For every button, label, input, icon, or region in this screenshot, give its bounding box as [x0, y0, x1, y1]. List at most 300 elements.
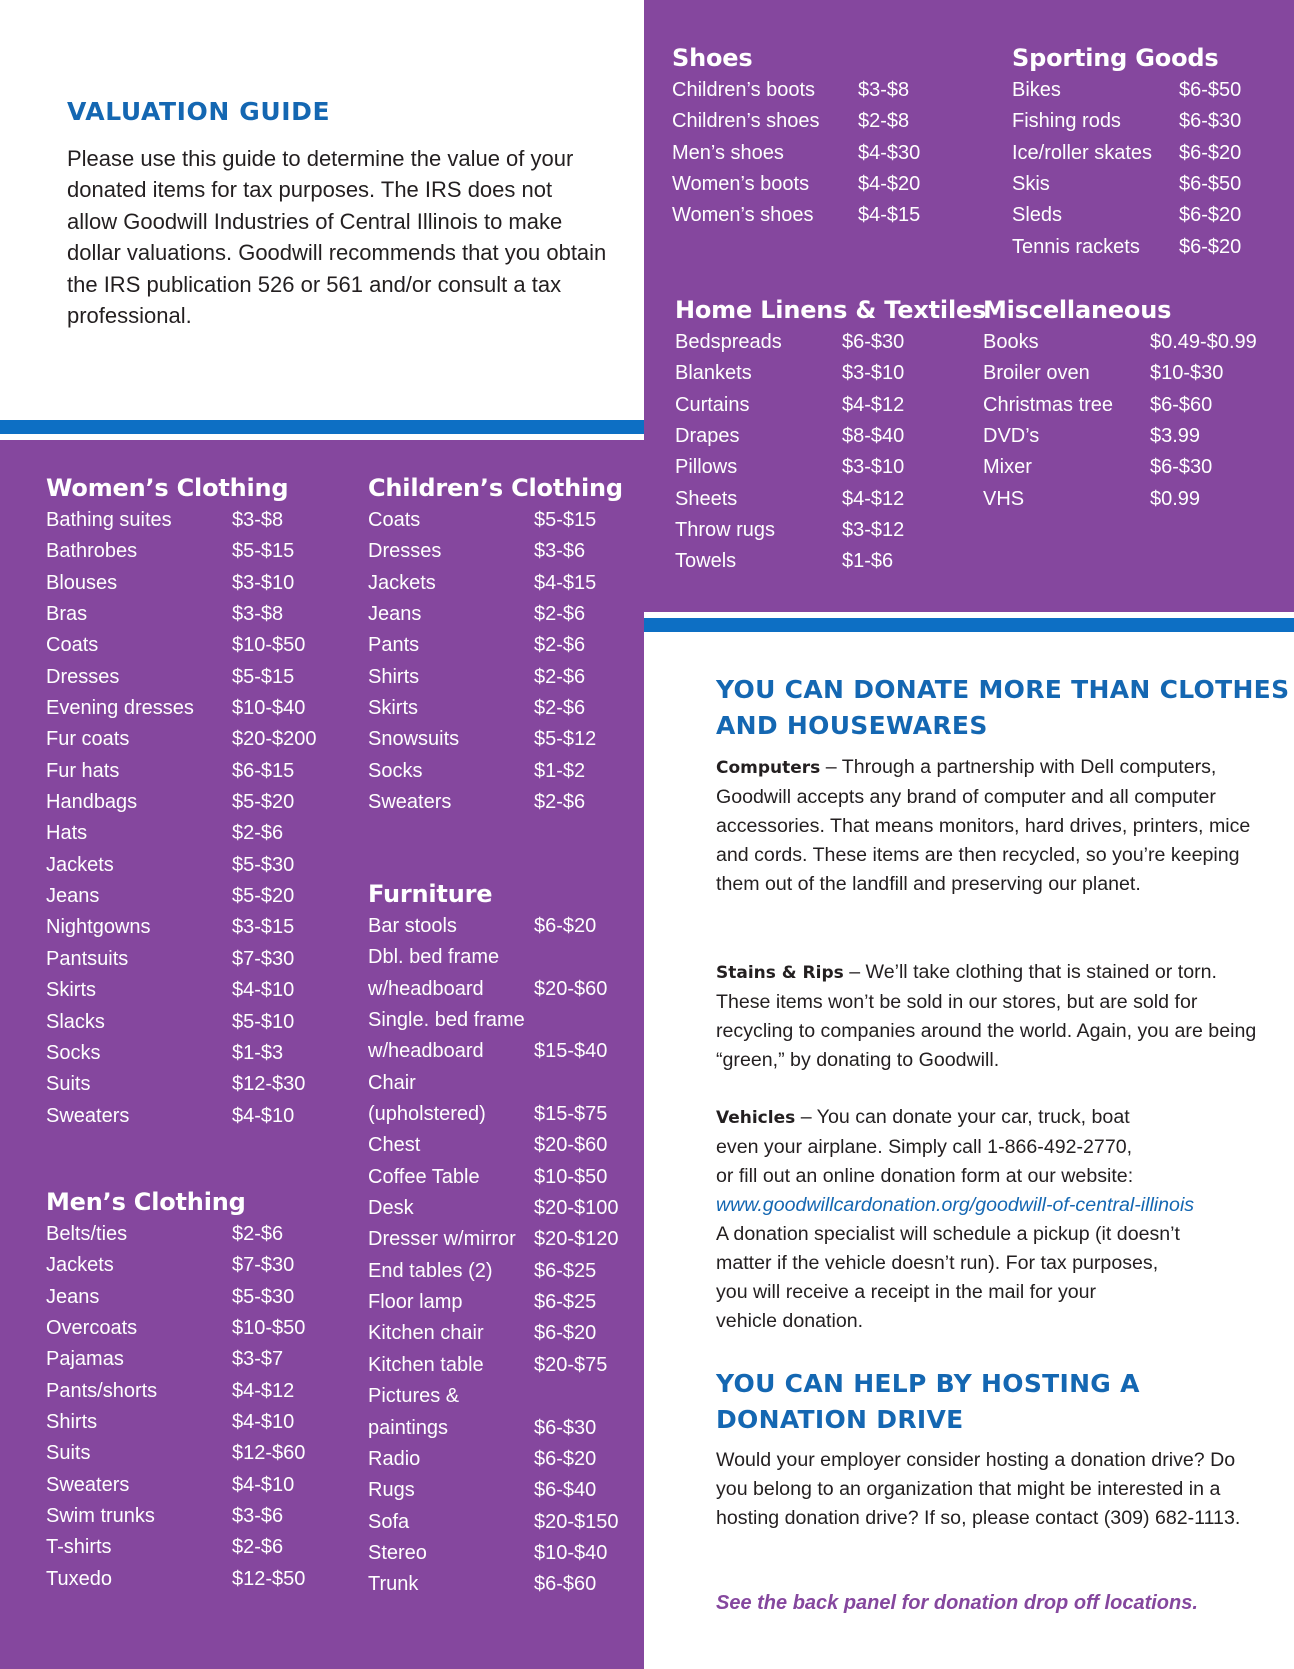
item-value: $10-$40 — [534, 1541, 608, 1564]
furniture-section — [368, 880, 619, 1603]
item-value: $15-$40 — [534, 1040, 608, 1063]
item-value: $4-$15 — [534, 571, 597, 594]
price-row — [46, 1409, 305, 1440]
item-value: $6-$40 — [534, 1479, 597, 1502]
price-row — [46, 1252, 305, 1283]
price-row — [46, 601, 317, 632]
donation-drive-heading-line1: YOU CAN HELP BY HOSTING A — [716, 1369, 1140, 1398]
stains-lead: Stains & Rips — [716, 963, 844, 983]
item-value: $3-$12 — [842, 519, 905, 542]
item-label: Mixer — [983, 456, 1032, 479]
price-row — [1012, 108, 1241, 139]
item-value: $6-$30 — [842, 331, 905, 353]
price-row — [368, 1446, 619, 1477]
donation-drive-heading — [716, 1366, 1140, 1438]
item-label: Kitchen chair — [368, 1322, 484, 1345]
item-label: Sheets — [675, 487, 738, 510]
item-label: Pants/shorts — [46, 1379, 158, 1402]
price-row — [368, 976, 619, 1007]
item-label: Fur hats — [46, 759, 120, 782]
vehicles-line3: or fill out an online donation form at our website: — [716, 1165, 1134, 1187]
item-value: $1-$3 — [232, 1041, 284, 1064]
price-row — [983, 360, 1257, 391]
item-value: $4-$10 — [232, 1104, 295, 1127]
item-label: Children’s boots — [672, 79, 816, 101]
vehicles-lead: Vehicles — [716, 1108, 796, 1128]
computers-lead: Computers — [716, 758, 821, 778]
item-value: $4-$10 — [232, 979, 295, 1002]
item-value: $3-$8 — [858, 79, 910, 101]
item-value: $2-$6 — [534, 791, 586, 814]
item-value: $5-$15 — [534, 509, 597, 531]
item-value: $20-$60 — [534, 1134, 608, 1157]
item-label: Desk — [368, 1197, 414, 1220]
item-value: $1-$6 — [842, 550, 894, 573]
price-row — [675, 329, 986, 360]
item-label: Dresser w/mirror — [368, 1228, 516, 1251]
item-label: paintings — [368, 1416, 449, 1439]
item-label: Sofa — [368, 1510, 410, 1533]
donation-drive-heading-line2: DONATION DRIVE — [716, 1405, 964, 1434]
item-label: Slacks — [46, 1010, 105, 1033]
price-row — [46, 1315, 305, 1346]
item-value: $10-$50 — [232, 1317, 306, 1340]
item-value: $20-$150 — [534, 1510, 619, 1533]
donation-website-link[interactable]: www.goodwillcardonation.org/goodwill-of-central-illinois — [716, 1194, 1195, 1216]
item-label: Jeans — [368, 603, 422, 626]
item-label: T-shirts — [46, 1536, 112, 1559]
donate-more-heading-line1: YOU CAN DONATE MORE THAN CLOTHES — [716, 675, 1290, 704]
stains-text: – We’ll take clothing that is stained or torn. These items won’t be sold in our stores, but are sold for recycling to companies around the world. Again, you are being “green,” by donating to Goodwill. — [716, 961, 1257, 1071]
price-row — [46, 570, 317, 601]
item-label: Pictures & — [368, 1385, 460, 1408]
price-row — [983, 486, 1257, 517]
price-row — [672, 108, 920, 139]
price-row — [368, 1415, 619, 1446]
item-label: Blouses — [46, 571, 118, 594]
item-label: Bathing suites — [46, 509, 172, 531]
item-value: $5-$15 — [232, 540, 295, 563]
price-row — [1012, 140, 1241, 171]
price-row — [46, 1103, 317, 1134]
item-value: $10-$40 — [232, 697, 306, 720]
item-value: $3-$10 — [842, 362, 905, 385]
item-label: Throw rugs — [675, 519, 776, 542]
vehicles-line7: you will receive a receipt in the mail for your — [716, 1281, 1097, 1303]
item-value: $6-$60 — [1150, 393, 1213, 416]
home-linens-section — [675, 296, 986, 580]
price-row — [46, 1346, 305, 1377]
price-row — [672, 202, 920, 233]
vehicles-line1: – You can donate your car, truck, boat — [795, 1106, 1130, 1128]
price-row — [1012, 171, 1241, 202]
item-label: DVD’s — [983, 425, 1040, 448]
item-value: $3.99 — [1150, 425, 1201, 448]
item-value: $10-$50 — [232, 634, 306, 657]
price-row — [46, 695, 317, 726]
item-value: $5-$20 — [232, 791, 295, 814]
item-label: Trunk — [368, 1573, 419, 1596]
item-value: $5-$30 — [232, 853, 295, 876]
computers-text: – Through a partnership with Dell computers, Goodwill accepts any brand of computer and all computer accessories. That means monitors, hard drives, printers, mice and cords. These items are then recycled, so you’re keeping them out of the landfill and preserving our planet. — [716, 756, 1251, 895]
item-label: Books — [983, 331, 1039, 353]
price-row — [46, 1440, 305, 1471]
item-label: Socks — [46, 1041, 101, 1064]
item-value: $2-$6 — [232, 1223, 284, 1245]
price-row — [672, 171, 920, 202]
price-row — [368, 538, 623, 569]
price-row — [46, 883, 317, 914]
price-row — [46, 1503, 305, 1534]
item-value: $0.49-$0.99 — [1150, 331, 1257, 353]
item-label: Pants — [368, 634, 420, 657]
sporting-goods-section — [1012, 44, 1241, 265]
item-label: Coats — [46, 634, 99, 657]
price-row — [368, 601, 623, 632]
right-blue-stripe — [644, 618, 1294, 632]
item-value: $0.99 — [1150, 487, 1201, 510]
childrens-clothing-section — [368, 474, 623, 820]
item-value: $6-$20 — [1179, 141, 1242, 164]
item-value: $6-$20 — [534, 1447, 597, 1470]
item-value: $4-$12 — [842, 487, 905, 510]
price-row — [672, 77, 920, 108]
price-row — [46, 1472, 305, 1503]
item-value: $6-$25 — [534, 1291, 597, 1314]
price-row — [368, 789, 623, 820]
price-row — [46, 1566, 305, 1597]
vehicles-line2: even your airplane. Simply call 1-866-492-2770, — [716, 1136, 1133, 1158]
price-row — [368, 1258, 619, 1289]
item-label: Fur coats — [46, 728, 130, 751]
item-label: Jackets — [368, 571, 436, 594]
price-row — [46, 507, 317, 538]
left-blue-stripe — [0, 420, 644, 434]
item-label: Skirts — [46, 979, 96, 1002]
item-label: Snowsuits — [368, 728, 460, 751]
item-label: Jeans — [46, 885, 100, 908]
price-row — [983, 329, 1257, 360]
item-label: Fishing rods — [1012, 110, 1121, 133]
price-row — [368, 1383, 619, 1414]
item-label: Kitchen table — [368, 1353, 484, 1376]
price-row — [368, 1007, 619, 1038]
stains-paragraph — [716, 958, 1264, 1075]
item-label: Suits — [46, 1073, 91, 1096]
item-label: Jackets — [46, 1254, 114, 1277]
price-row — [46, 977, 317, 1008]
item-label: Chair — [368, 1071, 416, 1094]
price-row — [46, 664, 317, 695]
item-value: $6-$30 — [1179, 110, 1242, 133]
price-row — [368, 1289, 619, 1320]
price-row — [1012, 202, 1241, 233]
item-label: Single. bed frame — [368, 1009, 525, 1032]
item-value: $7-$30 — [232, 947, 295, 970]
section-title: Children’s Clothing — [368, 474, 623, 502]
item-label: Belts/ties — [46, 1223, 128, 1245]
section-title: Furniture — [368, 880, 493, 908]
price-row — [368, 758, 623, 789]
item-label: Dresses — [368, 540, 442, 563]
item-value: $6-$30 — [534, 1416, 597, 1439]
item-value: $3-$10 — [232, 571, 295, 594]
price-row — [368, 1226, 619, 1257]
vehicles-line5: A donation specialist will schedule a pickup (it doesn’t — [716, 1223, 1180, 1245]
section-title: Women’s Clothing — [46, 474, 289, 502]
item-label: VHS — [983, 487, 1025, 510]
item-value: $3-$15 — [232, 916, 295, 939]
item-label: Pajamas — [46, 1348, 124, 1371]
price-row — [368, 1509, 619, 1540]
price-row — [675, 486, 986, 517]
item-label: Tennis rackets — [1012, 235, 1140, 258]
item-value: $20-$200 — [232, 728, 317, 751]
item-label: Women’s boots — [672, 173, 810, 196]
item-value: $3-$6 — [232, 1505, 284, 1528]
item-value: $4-$12 — [232, 1379, 295, 1402]
item-value: $5-$30 — [232, 1285, 295, 1308]
item-label: Dbl. bed frame — [368, 946, 500, 969]
item-value: $3-$6 — [534, 540, 586, 563]
section-title: Miscellaneous — [983, 296, 1172, 324]
price-row — [1012, 234, 1241, 265]
price-row — [46, 726, 317, 757]
price-row — [368, 1352, 619, 1383]
item-label: Dresses — [46, 665, 120, 688]
price-row — [46, 1221, 305, 1252]
price-row — [368, 695, 623, 726]
item-label: Bras — [46, 603, 88, 626]
item-value: $4-$30 — [858, 141, 921, 164]
item-value: $8-$40 — [842, 425, 905, 448]
price-row — [675, 392, 986, 423]
item-label: Sweaters — [368, 791, 452, 814]
price-row — [368, 1132, 619, 1163]
price-row — [368, 1540, 619, 1571]
section-title: Home Linens & Textiles — [675, 296, 987, 324]
item-label: Bar stools — [368, 915, 457, 937]
item-value: $2-$6 — [232, 1536, 284, 1559]
item-label: Coats — [368, 509, 421, 531]
item-label: End tables (2) — [368, 1259, 493, 1282]
item-label: Suits — [46, 1442, 91, 1465]
item-label: Hats — [46, 822, 88, 845]
item-value: $10-$50 — [534, 1165, 608, 1188]
price-row — [1012, 77, 1241, 108]
vehicles-paragraph — [716, 1103, 1276, 1336]
womens-clothing-section — [46, 474, 317, 1134]
price-row — [675, 454, 986, 485]
item-value: $6-$20 — [534, 915, 597, 937]
price-row — [368, 1101, 619, 1132]
closing-note: See the back panel for donation drop off locations. — [716, 1592, 1198, 1614]
item-value: $4-$20 — [858, 173, 921, 196]
item-label: Ice/roller skates — [1012, 141, 1153, 164]
item-label: Pantsuits — [46, 947, 129, 970]
item-label: Tuxedo — [46, 1567, 112, 1590]
item-label: Nightgowns — [46, 916, 151, 939]
item-label: Skis — [1012, 173, 1050, 196]
item-value: $2-$8 — [858, 110, 910, 133]
item-label: Coffee Table — [368, 1165, 480, 1188]
price-row — [46, 1071, 317, 1102]
item-value: $7-$30 — [232, 1254, 295, 1277]
item-label: (upholstered) — [368, 1103, 486, 1126]
item-label: Radio — [368, 1447, 421, 1470]
price-row — [675, 517, 986, 548]
price-row — [368, 913, 619, 944]
item-value: $1-$2 — [534, 759, 586, 782]
miscellaneous-section — [983, 296, 1257, 517]
item-label: Towels — [675, 550, 737, 573]
item-label: Overcoats — [46, 1317, 138, 1340]
item-label: Handbags — [46, 791, 138, 814]
item-label: Shirts — [46, 1411, 98, 1434]
item-value: $4-$15 — [858, 204, 921, 227]
price-row — [368, 1571, 619, 1602]
item-value: $3-$8 — [232, 509, 284, 531]
item-value: $2-$6 — [534, 697, 586, 720]
price-row — [983, 423, 1257, 454]
price-row — [46, 538, 317, 569]
item-label: Skirts — [368, 697, 418, 720]
item-label: Chest — [368, 1134, 421, 1157]
item-value: $2-$6 — [232, 822, 284, 845]
price-row — [46, 1534, 305, 1565]
item-value: $3-$10 — [842, 456, 905, 479]
item-value: $6-$60 — [534, 1573, 597, 1596]
price-row — [368, 664, 623, 695]
item-value: $6-$20 — [1179, 204, 1242, 227]
price-row — [368, 726, 623, 757]
price-row — [46, 789, 317, 820]
price-row — [46, 1378, 305, 1409]
item-label: Jeans — [46, 1285, 100, 1308]
price-row — [368, 632, 623, 663]
price-row — [46, 852, 317, 883]
item-label: Women’s shoes — [672, 204, 814, 227]
item-label: Sweaters — [46, 1104, 130, 1127]
item-value: $20-$60 — [534, 977, 608, 1000]
donation-drive-body: Would your employer consider hosting a donation drive? Do you belong to an organization that might be interested in a hosting donation drive? If so, please contact (309) 682-1113. — [716, 1449, 1241, 1529]
item-label: Stereo — [368, 1541, 427, 1564]
item-label: Bedspreads — [675, 331, 782, 353]
valuation-guide-title: VALUATION GUIDE — [67, 97, 331, 126]
price-row — [675, 360, 986, 391]
item-label: Blankets — [675, 362, 752, 385]
item-value: $6-$20 — [534, 1322, 597, 1345]
item-label: Men’s shoes — [672, 141, 784, 164]
price-row — [46, 820, 317, 851]
item-value: $5-$10 — [232, 1010, 295, 1033]
item-label: Evening dresses — [46, 697, 194, 720]
item-label: w/headboard — [368, 977, 484, 1000]
shoes-section — [672, 44, 920, 234]
item-label: Rugs — [368, 1479, 415, 1502]
price-row — [983, 454, 1257, 485]
item-label: Bathrobes — [46, 540, 138, 563]
price-row — [368, 1164, 619, 1195]
item-label: Sweaters — [46, 1473, 130, 1496]
item-value: $10-$30 — [1150, 362, 1224, 385]
price-row — [368, 507, 623, 538]
price-row — [675, 548, 986, 579]
item-value: $20-$100 — [534, 1197, 619, 1220]
price-row — [368, 1195, 619, 1226]
vehicles-line6: matter if the vehicle doesn’t run). For tax purposes, — [716, 1252, 1159, 1274]
item-value: $4-$10 — [232, 1473, 295, 1496]
price-row — [675, 423, 986, 454]
item-value: $6-$25 — [534, 1259, 597, 1282]
item-value: $3-$7 — [232, 1348, 284, 1371]
price-row — [672, 140, 920, 171]
price-row — [46, 758, 317, 789]
item-value: $6-$50 — [1179, 79, 1242, 101]
item-label: Broiler oven — [983, 362, 1090, 385]
donate-more-heading — [716, 672, 1289, 744]
item-value: $12-$50 — [232, 1567, 306, 1590]
item-value: $12-$60 — [232, 1442, 306, 1465]
donate-more-heading-line2: AND HOUSEWARES — [716, 711, 988, 740]
item-value: $6-$30 — [1150, 456, 1213, 479]
item-label: Shirts — [368, 665, 420, 688]
item-value: $15-$75 — [534, 1103, 608, 1126]
item-value: $5-$20 — [232, 885, 295, 908]
item-label: Sleds — [1012, 204, 1063, 227]
price-row — [983, 392, 1257, 423]
item-value: $5-$12 — [534, 728, 597, 751]
item-label: Swim trunks — [46, 1505, 155, 1528]
item-value: $12-$30 — [232, 1073, 306, 1096]
item-value: $6-$15 — [232, 759, 295, 782]
item-label: w/headboard — [368, 1040, 484, 1063]
item-label: Pillows — [675, 456, 738, 479]
price-row — [46, 914, 317, 945]
price-row — [46, 946, 317, 977]
price-row — [46, 1040, 317, 1071]
price-row — [368, 1070, 619, 1101]
item-value: $4-$10 — [232, 1411, 295, 1434]
section-title: Shoes — [672, 44, 753, 72]
price-row — [368, 570, 623, 601]
item-value: $6-$20 — [1179, 235, 1242, 258]
price-row — [368, 1477, 619, 1508]
item-value: $3-$8 — [232, 603, 284, 626]
vehicles-line8: vehicle donation. — [716, 1310, 864, 1332]
item-label: Drapes — [675, 425, 740, 448]
item-label: Socks — [368, 759, 423, 782]
price-row — [368, 1038, 619, 1069]
item-label: Curtains — [675, 393, 750, 416]
mens-clothing-section — [46, 1188, 305, 1597]
item-value: $2-$6 — [534, 665, 586, 688]
price-row — [368, 1320, 619, 1351]
price-row — [46, 632, 317, 663]
price-row — [368, 944, 619, 975]
item-value: $20-$75 — [534, 1353, 608, 1376]
item-label: Floor lamp — [368, 1291, 463, 1314]
item-label: Bikes — [1012, 79, 1061, 101]
valuation-guide-body: Please use this guide to determine the value of your donated items for tax purposes. The IRS does not allow Goodwill Industries of Central Illinois to make dollar valuations. Goodwill recommends that you obtain the IRS publication 526 or 561 and/or consult a tax professional. — [67, 146, 607, 329]
price-row — [46, 1284, 305, 1315]
price-row — [46, 1009, 317, 1040]
item-value: $4-$12 — [842, 393, 905, 416]
computers-paragraph — [716, 753, 1256, 899]
item-value: $20-$120 — [534, 1228, 619, 1251]
item-label: Jackets — [46, 853, 114, 876]
item-value: $6-$50 — [1179, 173, 1242, 196]
